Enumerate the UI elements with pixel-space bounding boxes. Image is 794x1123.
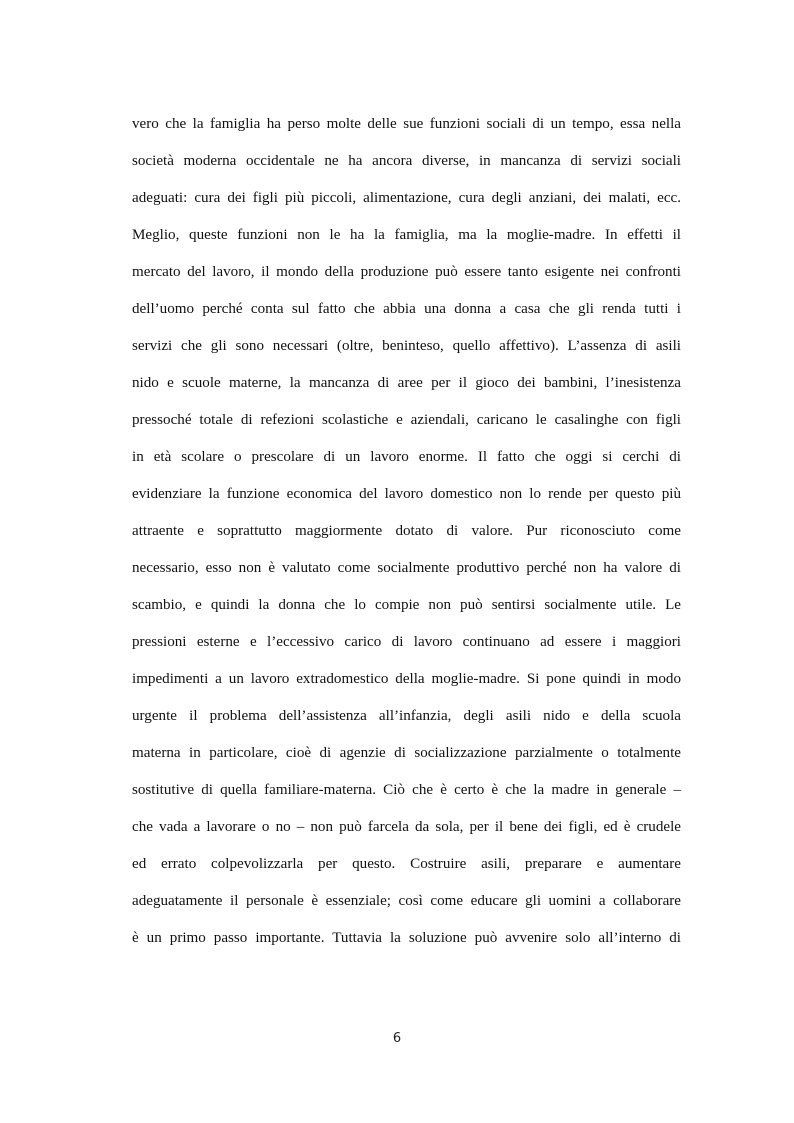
text-line: nido e scuole materne, la mancanza di aree per il gioco dei bambini, l’inesistenza (132, 375, 681, 391)
text-line: adeguatamente il personale è essenziale; così come educare gli uomini a collaborare (132, 893, 681, 909)
text-line: in età scolare o prescolare di un lavoro enorme. Il fatto che oggi si cerchi di (132, 449, 681, 465)
text-line: pressioni esterne e l’eccessivo carico di lavoro continuano ad essere i maggiori (132, 634, 681, 650)
text-line: sostitutive di quella familiare-materna. Ciò che è certo è che la madre in generale – (132, 782, 681, 798)
text-line: società moderna occidentale ne ha ancora diverse, in mancanza di servizi sociali (132, 153, 681, 169)
text-line: adeguati: cura dei figli più piccoli, alimentazione, cura degli anziani, dei malati, ecc. (132, 190, 681, 206)
text-line: che vada a lavorare o no – non può farcela da sola, per il bene dei figli, ed è crudele (132, 819, 681, 835)
text-line: pressoché totale di refezioni scolastiche e aziendali, caricano le casalinghe con figli (132, 412, 681, 428)
text-line: necessario, esso non è valutato come socialmente produttivo perché non ha valore di (132, 560, 681, 576)
text-line: attraente e soprattutto maggiormente dotato di valore. Pur riconosciuto come (132, 523, 681, 539)
text-line: impedimenti a un lavoro extradomestico della moglie-madre. Si pone quindi in modo (132, 671, 681, 687)
text-line: urgente il problema dell’assistenza all’infanzia, degli asili nido e della scuola (132, 708, 681, 724)
text-line: materna in particolare, cioè di agenzie di socializzazione parzialmente o totalmente (132, 745, 681, 761)
text-line: Meglio, queste funzioni non le ha la famiglia, ma la moglie-madre. In effetti il (132, 227, 681, 243)
body-text (132, 109, 681, 960)
text-line: dell’uomo perché conta sul fatto che abbia una donna a casa che gli renda tutti i (132, 301, 681, 317)
text-line: servizi che gli sono necessari (oltre, beninteso, quello affettivo). L’assenza di asili (132, 338, 681, 354)
text-line: scambio, e quindi la donna che lo compie non può sentirsi socialmente utile. Le (132, 597, 681, 613)
page-number: 6 (392, 1031, 402, 1046)
text-line: mercato del lavoro, il mondo della produzione può essere tanto esigente nei confronti (132, 264, 681, 280)
text-line: vero che la famiglia ha perso molte delle sue funzioni sociali di un tempo, essa nella (132, 116, 681, 132)
text-line: ed errato colpevolizzarla per questo. Costruire asili, preparare e aumentare (132, 856, 681, 872)
text-line: evidenziare la funzione economica del lavoro domestico non lo rende per questo più (132, 486, 681, 502)
text-line: è un primo passo importante. Tuttavia la soluzione può avvenire solo all’interno di (132, 930, 681, 946)
